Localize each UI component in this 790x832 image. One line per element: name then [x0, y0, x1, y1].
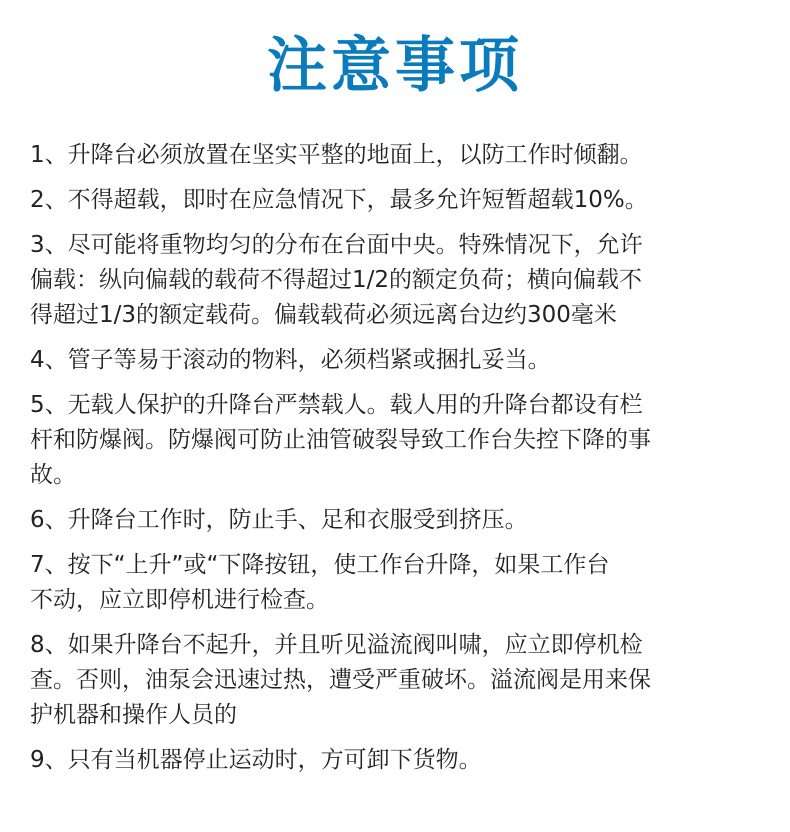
notice-line: 7、按下“上升”或“下降按钮，使工作台升降，如果工作台: [30, 552, 610, 578]
notice-line: 6、升降台工作时，防止手、足和衣服受到挤压。: [30, 507, 528, 533]
notice-line: 9、只有当机器停止运动时，方可卸下货物。: [30, 747, 482, 773]
notice-list: [30, 138, 770, 788]
notice-item: [30, 183, 770, 218]
notice-item: [30, 503, 770, 538]
notice-item: [30, 343, 770, 378]
notice-line: 查。否则，油泵会迅速过热，遭受严重破坏。溢流阀是用来保: [30, 667, 651, 693]
notice-item: [30, 388, 770, 493]
notice-line: 不动，应立即停机进行检查。: [30, 587, 329, 613]
notice-line: 偏载：纵向偏载的载荷不得超过1/2的额定负荷；横向偏载不: [30, 267, 643, 293]
notice-line: 得超过1/3的额定载荷。偏载载荷必须远离台边约300毫米: [30, 302, 617, 328]
notice-line: 3、尽可能将重物均匀的分布在台面中央。特殊情况下，允许: [30, 232, 643, 258]
notice-item: [30, 228, 770, 333]
notice-line: 杆和防爆阀。防爆阀可防止油管破裂导致工作台失控下降的事: [30, 427, 651, 453]
notice-line: 故。: [30, 462, 76, 488]
notice-item: [30, 743, 770, 778]
notice-item: [30, 628, 770, 733]
notice-line: 5、无载人保护的升降台严禁载人。载人用的升降台都设有栏: [30, 392, 643, 418]
notice-line: 护机器和操作人员的: [30, 702, 237, 728]
notice-item: [30, 138, 770, 173]
notice-line: 4、管子等易于滚动的物料，必须档紧或捆扎妥当。: [30, 347, 551, 373]
notice-item: [30, 548, 770, 618]
notice-line: 2、不得超载，即时在应急情况下，最多允许短暂超载10%。: [30, 187, 648, 213]
page-title: 注意事项: [267, 31, 523, 101]
notice-line: 8、如果升降台不起升，并且听见溢流阀叫啸，应立即停机检: [30, 632, 643, 658]
notice-line: 1、升降台必须放置在坚实平整的地面上，以防工作时倾翻。: [30, 142, 643, 168]
